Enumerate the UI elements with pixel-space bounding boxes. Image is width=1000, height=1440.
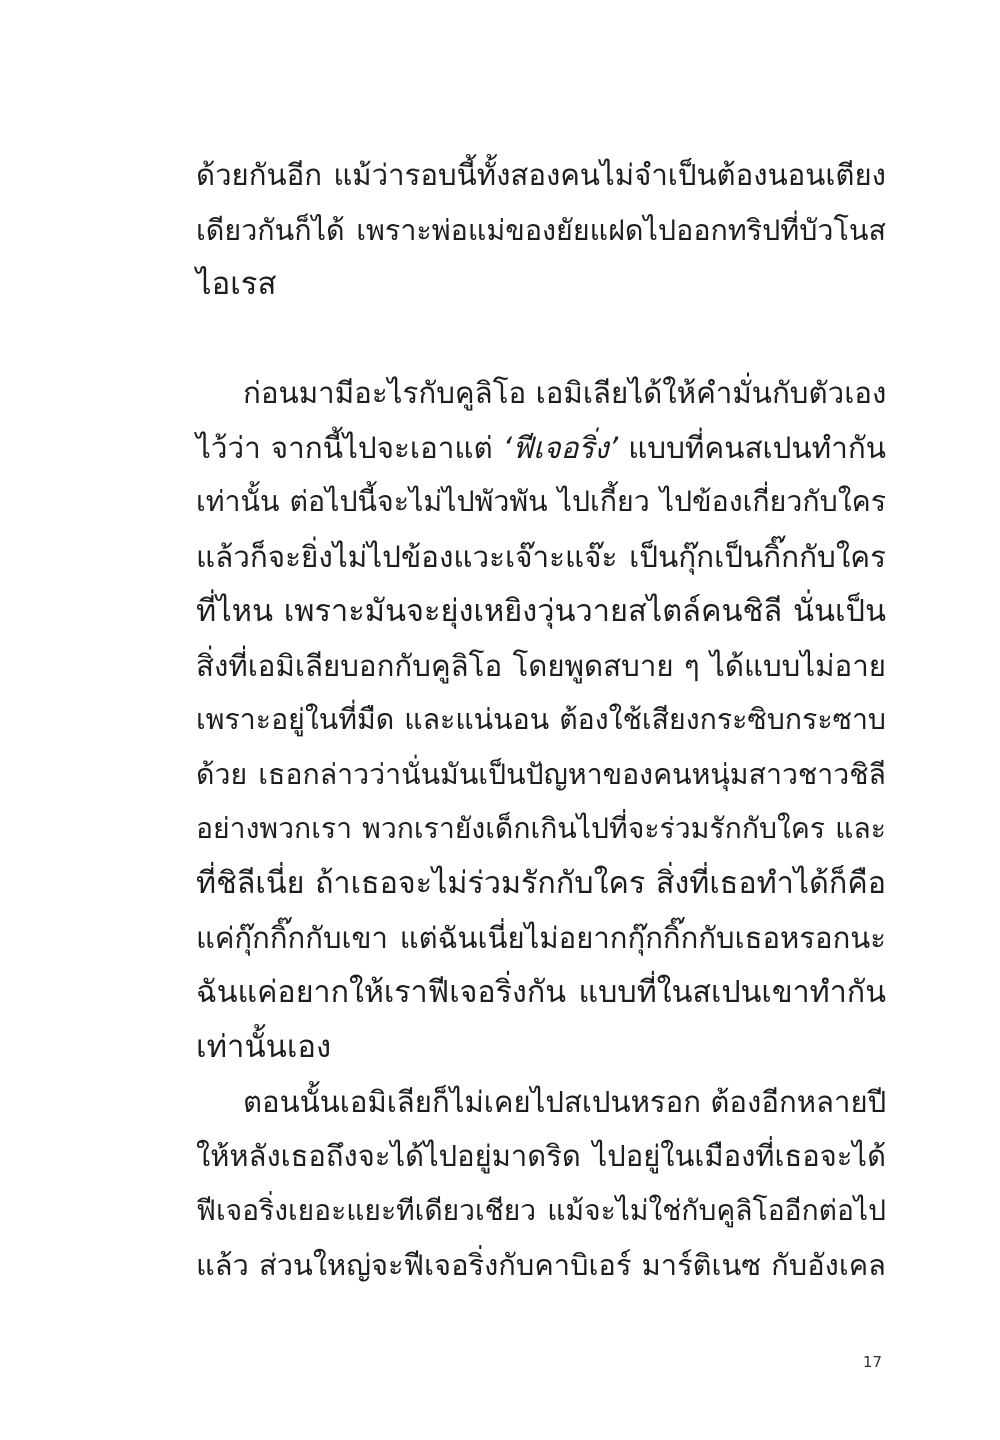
text-line: แค่กุ๊กกิ๊กกับเขา แต่ฉันเนี่ยไม่อยากกุ๊กกิ๊กกับเธอหรอกนะ <box>196 921 886 955</box>
paragraph-1 <box>196 148 886 312</box>
text-line: ฟีเจอริ่งเยอะแยะทีเดียวเชียว แม้จะไม่ใช่กับคูลิโออีกต่อไป <box>196 1193 886 1227</box>
paragraph-gap <box>196 312 886 367</box>
text-line: เดียวกันก็ได้ เพราะพ่อแม่ของยัยแฝดไปออกทริปที่บัวโนส <box>196 212 886 247</box>
emphasized-word: ‘ฟีเจอริ่ง’ <box>502 430 619 465</box>
paragraph-2 <box>196 366 886 1075</box>
text-line: แล้ว ส่วนใหญ่จะฟีเจอริ่งกับคาบิเอร์ มาร์ติเนซ กับอังเคล <box>196 1248 886 1282</box>
text-line: ก่อนมามีอะไรกับคูลิโอ เอมิเลียได้ให้คำมั่นกับตัวเอง <box>243 376 887 410</box>
text-line: แล้วก็จะยิ่งไม่ไปข้องแวะเจ๊าะแจ๊ะ เป็นกุ๊กเป็นกิ๊กกับใคร <box>196 539 886 574</box>
text-line: อย่างพวกเรา พวกเรายังเด็กเกินไปที่จะร่วมรักกับใคร และ <box>196 812 886 845</box>
text-segment: ไว้ว่า จากนี้ไปจะเอาแต่ <box>196 430 503 465</box>
text-line: ด้วย เธอกล่าวว่านั่นมันเป็นปัญหาของคนหนุ่มสาวชาวชิลี <box>196 757 886 791</box>
text-line: สิ่งที่เอมิเลียบอกกับคูลิโอ โดยพูดสบาย ๆ ได้แบบไม่อาย <box>196 648 886 683</box>
text-line: ที่ชิลีเนี่ย ถ้าเธอจะไม่ร่วมรักกับใคร สิ่งที่เธอทำได้ก็คือ <box>196 865 886 901</box>
text-line: ด้วยกันอีก แม้ว่ารอบนี้ทั้งสองคนไม่จำเป็นต้องนอนเตียง <box>196 158 886 192</box>
text-line: ฉันแค่อยากให้เราฟีเจอริ่งกัน แบบที่ในสเปนเขาทำกัน <box>196 974 886 1010</box>
text-line: ตอนนั้นเอมิเลียก็ไม่เคยไปสเปนหรอก ต้องอีกหลายปี <box>243 1084 887 1119</box>
text-line: ให้หลังเธอถึงจะได้ไปอยู่มาดริด ไปอยู่ในเมืองที่เธอจะได้ <box>196 1139 886 1173</box>
text-line: เพราะอยู่ในที่มืด และแน่นอน ต้องใช้เสียงกระซิบกระซาบ <box>196 703 886 736</box>
text-line: เท่านั้น ต่อไปนี้จะไม่ไปพัวพัน ไปเกี้ยว ไปข้องเกี่ยวกับใคร <box>196 485 886 518</box>
paragraph-3 <box>196 1075 886 1293</box>
page-number: 17 <box>862 1353 882 1371</box>
text-line-with-emphasis <box>196 421 886 476</box>
body-text <box>196 148 886 1293</box>
text-line: ที่ไหน เพราะมันจะยุ่งเหยิงวุ่นวายสไตล์คนชิลี นั่นเป็น <box>196 593 886 629</box>
text-line: ไอเรส <box>196 266 277 302</box>
text-line: เท่านั้นเอง <box>196 1029 332 1065</box>
text-segment: แบบที่คนสเปนทำกัน <box>618 430 886 465</box>
